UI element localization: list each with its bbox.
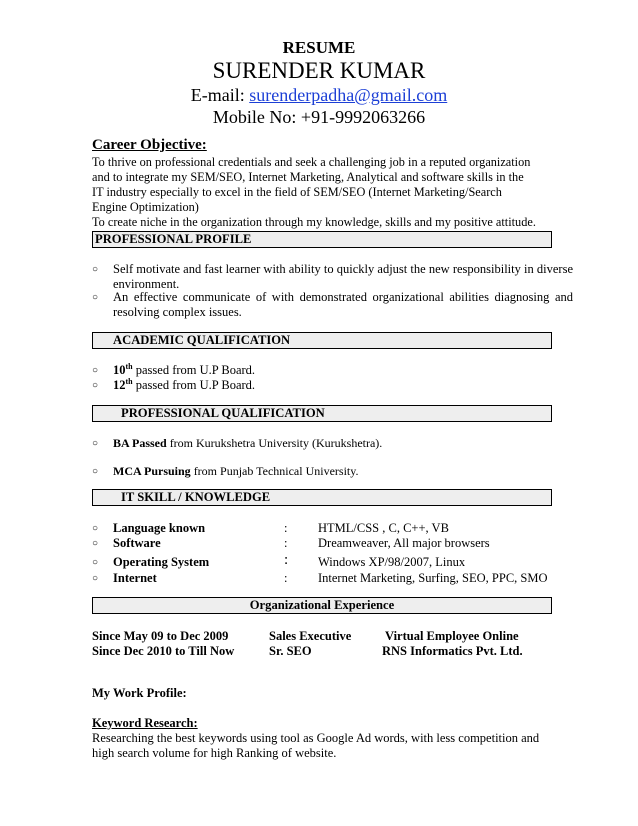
section-heading-text: ACADEMIC QUALIFICATION: [113, 333, 291, 347]
skill-separator: :: [284, 521, 288, 535]
objective-line: To thrive on professional credentials and seek a challenging job in a reputed organization: [92, 155, 531, 169]
skill-value: Internet Marketing, Surfing, SEO, PPC, SMO: [318, 571, 548, 585]
objective-line: IT industry especially to excel in the field of SEM/SEO (Internet Marketing/Search: [92, 185, 502, 199]
objective-line: Engine Optimization): [92, 200, 199, 214]
class-number: 10: [113, 363, 126, 377]
qualification-item: [113, 464, 358, 479]
skill-label: Language known: [113, 521, 206, 535]
experience-company: Virtual Employee Online: [385, 629, 519, 643]
keyword-research-heading: Keyword Research:: [92, 716, 198, 730]
organizational-experience-heading: [92, 597, 552, 614]
experience-role: Sales Executive: [269, 629, 352, 643]
academic-item: [113, 363, 255, 378]
bullet-icon: ○: [92, 557, 99, 568]
bullet-icon: ○: [92, 538, 99, 549]
ordinal-suffix: th: [125, 361, 133, 371]
skill-label: Software: [113, 536, 161, 550]
qualification-item: [113, 436, 382, 451]
professional-qualification-heading: [92, 405, 552, 422]
academic-text: passed from U.P Board.: [132, 363, 256, 377]
work-profile-line: Researching the best keywords using tool as Google Ad words, with less competition and: [92, 731, 540, 745]
section-heading-text: Organizational Experience: [249, 598, 395, 612]
skill-separator: :: [284, 552, 289, 568]
degree-name: BA Passed: [113, 436, 167, 450]
objective-line: and to integrate my SEM/SEO, Internet Marketing, Analytical and software skills in the: [92, 170, 524, 184]
qualification-text: from Punjab Technical University.: [190, 464, 359, 478]
academic-item: [113, 378, 255, 393]
professional-profile-heading: [92, 231, 552, 248]
email-line: [0, 85, 638, 106]
skill-value: Windows XP/98/2007, Linux: [318, 555, 466, 569]
degree-name: MCA Pursuing: [113, 464, 191, 478]
profile-bullet: An effective communicate of with demonstrated organizational abilities diagnosing and resolving complex issues.: [113, 290, 573, 319]
skill-label: Internet: [113, 571, 157, 585]
it-skill-heading: [92, 489, 552, 506]
skill-value: HTML/CSS , C, C++, VB: [318, 521, 449, 535]
candidate-name: SURENDER KUMAR: [212, 58, 426, 83]
experience-period: Since Dec 2010 to Till Now: [92, 644, 235, 658]
bullet-icon: ○: [92, 523, 99, 534]
academic-text: passed from U.P Board.: [132, 378, 256, 392]
career-objective-heading: Career Objective:: [92, 137, 207, 153]
bullet-icon: ○: [92, 438, 99, 449]
mobile-number: Mobile No: +91-9992063266: [212, 107, 426, 127]
work-profile-heading: My Work Profile:: [92, 686, 187, 700]
experience-company: RNS Informatics Pvt. Ltd.: [382, 644, 523, 658]
skill-separator: :: [284, 571, 288, 585]
email-link[interactable]: surenderpadha@gmail.com: [249, 85, 448, 105]
section-heading-text: IT SKILL / KNOWLEDGE: [121, 490, 271, 504]
section-heading-text: PROFESSIONAL PROFILE: [95, 232, 252, 246]
ordinal-suffix: th: [125, 376, 133, 386]
section-heading-text: PROFESSIONAL QUALIFICATION: [121, 406, 325, 420]
academic-qualification-heading: [92, 332, 552, 349]
experience-role: Sr. SEO: [269, 644, 312, 658]
bullet-icon: ○: [92, 573, 99, 584]
bullet-icon: ○: [92, 292, 99, 303]
bullet-icon: ○: [92, 466, 99, 477]
resume-title: RESUME: [282, 38, 356, 57]
work-profile-line: high search volume for high Ranking of website.: [92, 746, 337, 760]
skill-label: Operating System: [113, 555, 210, 569]
bullet-icon: ○: [92, 380, 99, 391]
bullet-icon: ○: [92, 365, 99, 376]
experience-period: Since May 09 to Dec 2009: [92, 629, 229, 643]
class-number: 12: [113, 378, 126, 392]
qualification-text: from Kurukshetra University (Kurukshetra).: [166, 436, 383, 450]
email-label: E-mail:: [190, 85, 245, 105]
objective-line: To create niche in the organization through my knowledge, skills and my positive attitude.: [92, 215, 536, 229]
skill-value: Dreamweaver, All major browsers: [318, 536, 490, 550]
skill-separator: :: [284, 536, 288, 550]
profile-bullet: Self motivate and fast learner with ability to quickly adjust the new responsibility in diverse environment.: [113, 262, 573, 291]
bullet-icon: ○: [92, 264, 99, 275]
